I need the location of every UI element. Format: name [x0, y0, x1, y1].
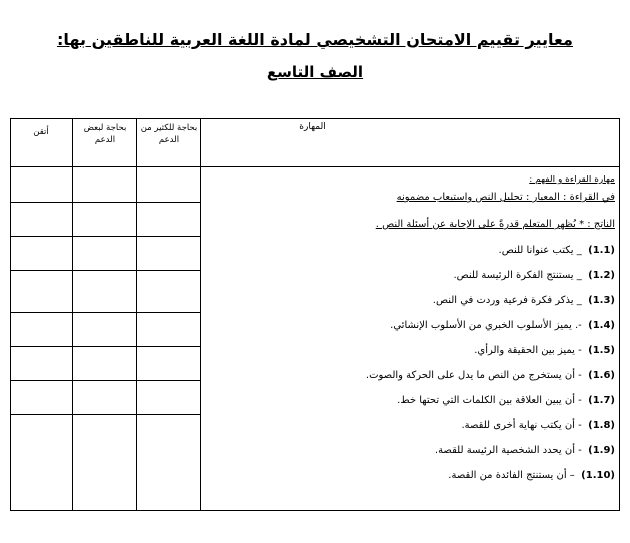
outcome-text: الناتج : * يُظهر المتعلم قدرةً على الإجابة عن أسئلة النص . [375, 219, 615, 230]
column-divider [136, 118, 137, 511]
criterion-text: في القراءة : المعيار : تحليل النص واستيعاب مضمونه [396, 192, 615, 203]
row-divider [10, 380, 200, 381]
section-label: مهارة القراءة و الفهم : [529, 175, 615, 185]
list-item: (1.10) – أن يستنتج الفائدة من القصة. [448, 470, 615, 481]
grade-title: الصف التاسع [266, 63, 364, 81]
list-item: (1.3) _ يذكر فكرة فرعية وردت في النص. [432, 295, 615, 306]
document-title: معايير تقييم الامتحان التشخيصي لمادة اللغة العربية للناطقين بها: [57, 30, 573, 49]
column-divider [200, 118, 201, 511]
list-item: (1.9) - أن يحدد الشخصية الرئيسة للقصة. [434, 445, 615, 456]
list-item: (1.7) - أن يبين العلاقة بين الكلمات التي تحتها خط. [397, 395, 615, 406]
list-item: (1.4) -. يميز الأسلوب الخبري من الأسلوب الإنشائي. [390, 320, 615, 331]
row-divider [10, 312, 200, 313]
list-item: (1.6) - أن يستخرج من النص ما يدل على الحركة والصوت. [365, 370, 615, 381]
list-item: (1.1) _ يكتب عنوانا للنص. [498, 245, 615, 256]
header-divider [10, 166, 620, 167]
row-divider [10, 270, 200, 271]
column-divider [72, 118, 73, 511]
column-header-skills: المهارة [299, 122, 326, 132]
row-divider [10, 236, 200, 237]
list-item: (1.2) _ يستنتج الفكرة الرئيسة للنص. [453, 270, 615, 281]
column-header-mastered: أتقن [33, 127, 49, 137]
list-item: (1.5) - يميز بين الحقيقة والرأي. [474, 345, 615, 356]
row-divider [10, 414, 200, 415]
row-divider [10, 346, 200, 347]
row-divider [10, 202, 200, 203]
column-header-much-support: بحاجة للكثير من الدعم [140, 123, 198, 145]
list-item: (1.8) - أن يكتب نهاية أخرى للقصة. [461, 420, 615, 431]
column-header-some-support: بحاجة لبعض الدعم [83, 123, 127, 145]
assessment-table [10, 118, 620, 511]
